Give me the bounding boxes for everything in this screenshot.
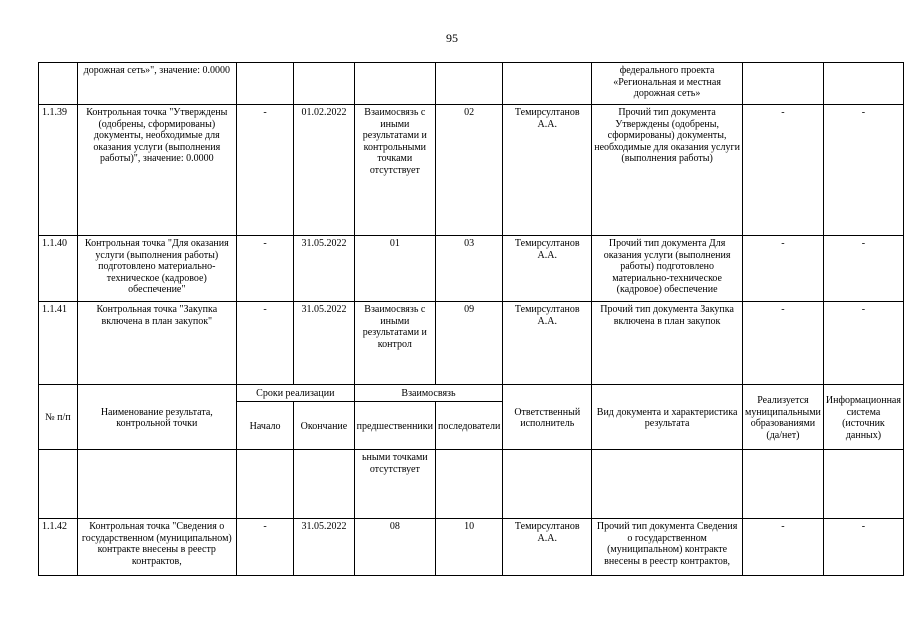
cell-infosys (823, 63, 903, 105)
table-row (39, 105, 904, 236)
cell-resp: Темирсултанов А.А. (503, 105, 592, 236)
cell-name: Контрольная точка "Для оказания услуги (выполнения работы) подготовлено материально-техническое (кадровое) обеспечение" (77, 236, 236, 302)
cell-infosys (823, 450, 903, 519)
cell-start: - (236, 105, 293, 236)
cell-doc: Прочий тип документа Утверждены (одобрены, сформированы) документы, необходимые для оказания услуги (выполнения работы) (592, 105, 743, 236)
cell-pred (354, 63, 435, 105)
cell-succ (435, 450, 502, 519)
cell-doc: федерального проекта «Региональная и местная дорожная сеть» (592, 63, 743, 105)
cell-end (294, 63, 354, 105)
cell-pred: 08 (354, 519, 435, 576)
header-pred: предшественники (354, 402, 435, 450)
cell-resp: Темирсултанов А.А. (503, 519, 592, 576)
cell-end (294, 450, 354, 519)
cell-start (236, 450, 293, 519)
cell-infosys: - (823, 236, 903, 302)
header-doc: Вид документа и характеристика результата (592, 385, 743, 450)
header-terms: Сроки реализации (236, 385, 354, 402)
cell-name: Контрольная точка "Утверждены (одобрены, сформированы) документы, необходимые для оказания услуги (выполнения работы)", значение: 0.0000 (77, 105, 236, 236)
header-infosys: Информационная система (источник данных) (823, 385, 903, 450)
cell-pred: Взаимосвязь с иными результатами и контрол (354, 302, 435, 385)
cell-pred: 01 (354, 236, 435, 302)
cell-name: Контрольная точка "Закупка включена в план закупок" (77, 302, 236, 385)
cell-pred: ьными точками отсутствует (354, 450, 435, 519)
header-num: № п/п (39, 385, 78, 450)
cell-num: 1.1.40 (39, 236, 78, 302)
cell-doc: Прочий тип документа Для оказания услуги (выполнения работы) подготовлено материально-техническое (кадровое) обеспечение (592, 236, 743, 302)
cell-start: - (236, 302, 293, 385)
table-row (39, 519, 904, 576)
cell-end: 01.02.2022 (294, 105, 354, 236)
header-end: Окончание (294, 402, 354, 450)
cell-start: - (236, 236, 293, 302)
table-row (39, 450, 904, 519)
cell-start (236, 63, 293, 105)
cell-infosys: - (823, 302, 903, 385)
cell-end: 31.05.2022 (294, 519, 354, 576)
header-resp: Ответственный исполнитель (503, 385, 592, 450)
cell-num (39, 63, 78, 105)
cell-succ: 09 (435, 302, 502, 385)
cell-num (39, 450, 78, 519)
cell-num: 1.1.39 (39, 105, 78, 236)
cell-doc: Прочий тип документа Закупка включена в план закупок (592, 302, 743, 385)
cell-municipal (742, 63, 823, 105)
cell-end: 31.05.2022 (294, 236, 354, 302)
table-header-row (39, 385, 904, 402)
header-link: Взаимосвязь (354, 385, 503, 402)
cell-infosys: - (823, 519, 903, 576)
cell-municipal: - (742, 519, 823, 576)
header-succ: последователи (435, 402, 502, 450)
cell-pred: Взаимосвязь с иными результатами и контрольными точками отсутствует (354, 105, 435, 236)
cell-municipal (742, 450, 823, 519)
cell-doc (592, 450, 743, 519)
table-row (39, 63, 904, 105)
cell-municipal: - (742, 105, 823, 236)
cell-name: Контрольная точка "Сведения о государственном (муниципальном) контракте внесены в реестр контрактов, (77, 519, 236, 576)
cell-succ: 03 (435, 236, 502, 302)
cell-name: дорожная сеть»", значение: 0.0000 (77, 63, 236, 105)
cell-resp: Темирсултанов А.А. (503, 236, 592, 302)
cell-end: 31.05.2022 (294, 302, 354, 385)
cell-municipal: - (742, 236, 823, 302)
cell-doc: Прочий тип документа Сведения о государственном (муниципальном) контракте внесены в реестр контрактов, (592, 519, 743, 576)
header-municipal: Реализуется муниципальными образованиями (да/нет) (742, 385, 823, 450)
cell-num: 1.1.41 (39, 302, 78, 385)
header-start: Начало (236, 402, 293, 450)
cell-resp (503, 450, 592, 519)
header-name: Наименование результата, контрольной точки (77, 385, 236, 450)
cell-municipal: - (742, 302, 823, 385)
cell-succ: 10 (435, 519, 502, 576)
page-number: 95 (446, 31, 458, 45)
control-points-table (38, 62, 904, 576)
cell-resp (503, 63, 592, 105)
cell-succ (435, 63, 502, 105)
cell-num: 1.1.42 (39, 519, 78, 576)
cell-infosys: - (823, 105, 903, 236)
table-row (39, 236, 904, 302)
cell-start: - (236, 519, 293, 576)
cell-succ: 02 (435, 105, 502, 236)
cell-name (77, 450, 236, 519)
table-row (39, 302, 904, 385)
cell-resp: Темирсултанов А.А. (503, 302, 592, 385)
